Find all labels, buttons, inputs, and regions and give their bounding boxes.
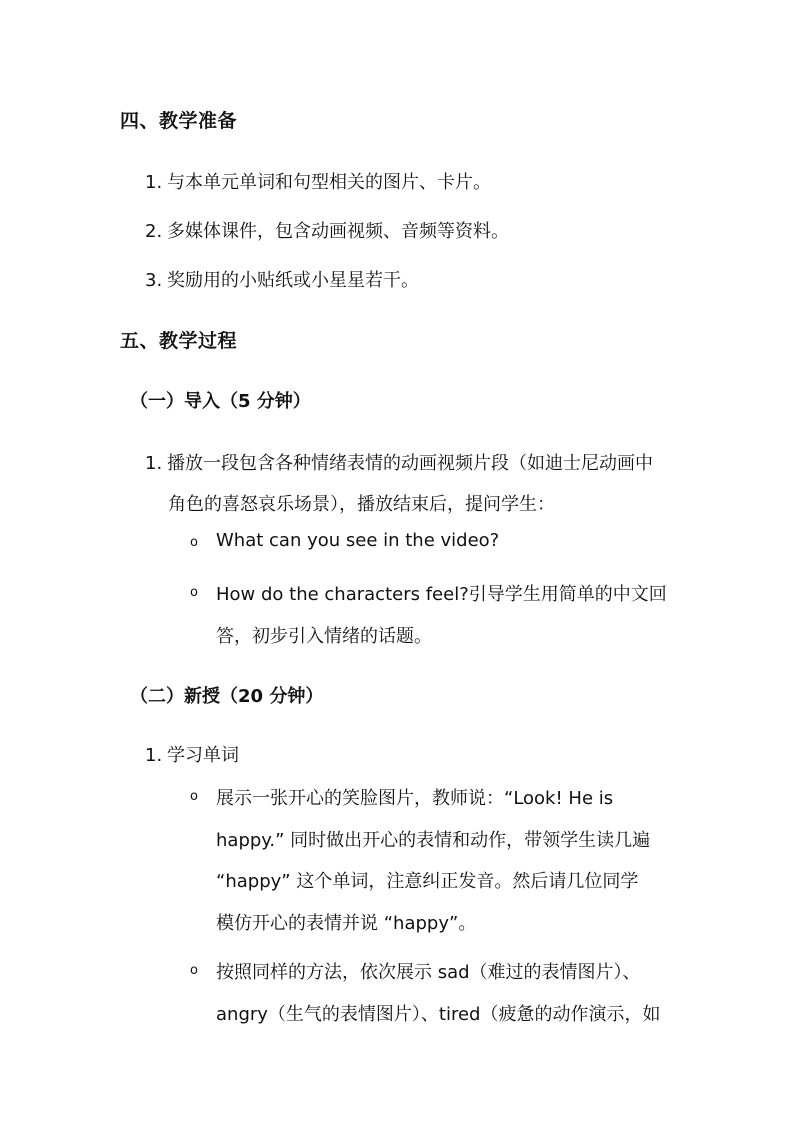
bullet-text: What can you see in the video? — [216, 530, 500, 551]
bullet-text-continuation: “happy” 这个单词，注意纠正发音。然后请几位同学 — [216, 871, 639, 892]
list-text: 奖励用的小贴纸或小星星若干。 — [167, 270, 419, 291]
list-text-continuation: 角色的喜怒哀乐场景），播放结束后，提问学生： — [168, 494, 555, 515]
subheading-intro: （一）导入（5 分钟） — [130, 391, 311, 412]
section-heading-teaching-prep: 四、教学准备 — [120, 110, 238, 132]
bullet-marker: o — [190, 535, 198, 550]
bullet-text-continuation: angry（生气的表情图片）、tired（疲惫的动作演示，如 — [216, 1004, 661, 1025]
list-number: 2. — [145, 221, 163, 242]
bullet-text: 按照同样的方法，依次展示 sad（难过的表情图片）、 — [216, 962, 641, 983]
bullet-marker: o — [190, 963, 198, 978]
bullet-text-continuation: happy.” 同时做出开心的表情和动作，带领学生读几遍 — [216, 830, 651, 851]
bullet-text: 展示一张开心的笑脸图片，教师说：“Look! He is — [216, 788, 614, 809]
section-heading-teaching-process: 五、教学过程 — [120, 330, 238, 352]
list-text: 学习单词 — [167, 745, 239, 766]
bullet-marker: o — [190, 585, 198, 600]
list-number: 1. — [145, 172, 163, 193]
subheading-new-lesson: （二）新授（20 分钟） — [130, 686, 324, 707]
list-item — [145, 168, 491, 194]
list-item — [145, 217, 509, 243]
list-number: 1. — [145, 745, 163, 766]
list-number: 3. — [145, 270, 163, 291]
bullet-text-continuation: 模仿开心的表情并说 “happy”。 — [216, 913, 477, 934]
bullet-text-continuation: 答，初步引入情绪的话题。 — [216, 626, 432, 647]
bullet-text: How do the characters feel?引导学生用简单的中文回 — [216, 584, 667, 605]
list-number: 1. — [145, 453, 163, 474]
list-item — [145, 266, 419, 292]
bullet-marker: o — [190, 789, 198, 804]
list-item — [145, 741, 239, 767]
list-item — [145, 449, 653, 475]
list-text: 多媒体课件，包含动画视频、音频等资料。 — [167, 221, 509, 242]
list-text: 与本单元单词和句型相关的图片、卡片。 — [167, 172, 491, 193]
list-text: 播放一段包含各种情绪表情的动画视频片段（如迪士尼动画中 — [167, 453, 653, 474]
